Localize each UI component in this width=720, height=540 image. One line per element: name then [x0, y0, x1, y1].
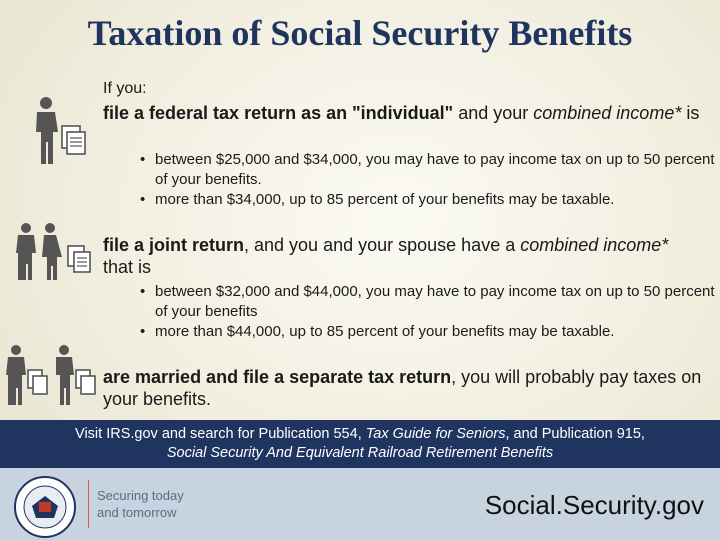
list-item: • between $32,000 and $44,000, you may have to pay income tax on up to 50 percent of your benefits — [140, 282, 720, 322]
section-individual-heading: file a federal tax return as an "individual" and your combined income* is — [103, 103, 700, 123]
separate-filers-icon — [4, 344, 100, 410]
publication-band: Visit IRS.gov and search for Publication 554, Tax Guide for Seniors, and Publication 915, Social Security And Equivalent Railroad Retirement Benefits — [0, 420, 720, 468]
website-link[interactable]: Social.Security.gov — [484, 490, 704, 520]
section-joint-bullets — [140, 282, 720, 342]
joint-filers-icon — [14, 222, 100, 282]
ssa-seal-icon — [14, 476, 76, 538]
tagline: Securing today and tomorrow — [97, 488, 184, 520]
list-item: • more than $34,000, up to 85 percent of your benefits may be taxable. — [140, 190, 720, 210]
section-individual-bullets — [140, 150, 720, 210]
intro-label: If you: — [103, 80, 147, 97]
page-title: Taxation of Social Security Benefits — [87, 13, 633, 53]
list-item: • more than $44,000, up to 85 percent of your benefits may be taxable. — [140, 322, 720, 342]
section-separate-heading: are married and file a separate tax return, you will probably pay taxes on your benefits. — [103, 367, 702, 409]
list-item: • between $25,000 and $34,000, you may have to pay income tax on up to 50 percent of your benefits. — [140, 150, 720, 190]
footer-divider — [88, 480, 89, 528]
individual-filer-icon — [34, 96, 90, 166]
section-joint-heading: file a joint return, and you and your spouse have a combined income* that is — [103, 235, 669, 277]
